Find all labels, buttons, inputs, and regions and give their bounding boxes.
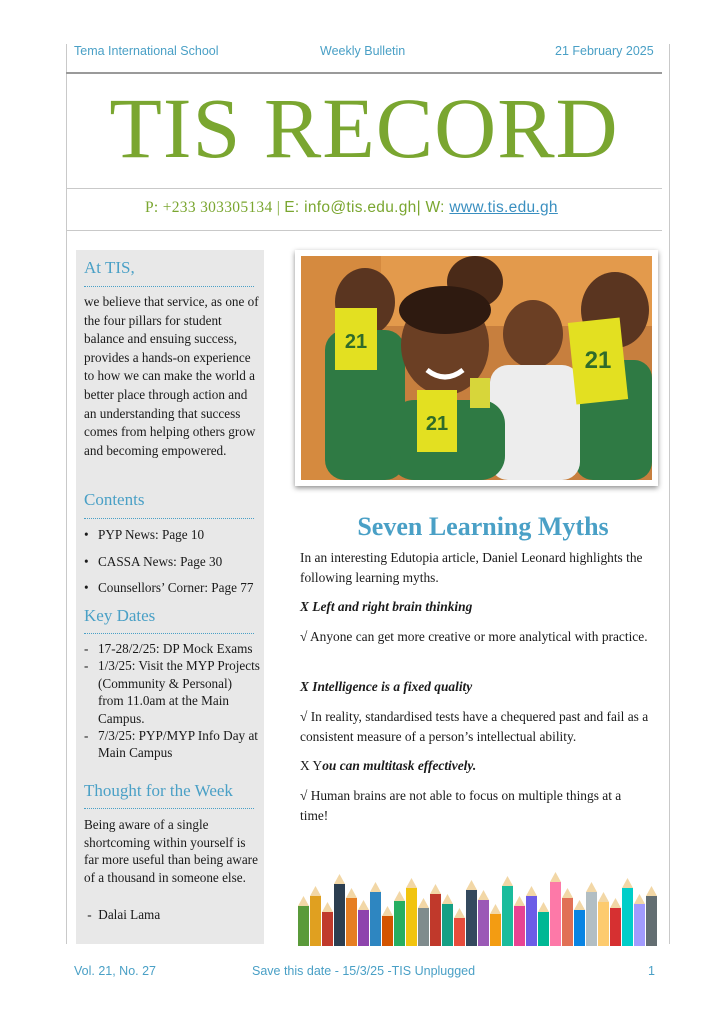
fact-3: √ Human brains are not able to focus on multiple things at a time!	[300, 788, 622, 823]
pencil-tip	[478, 890, 489, 900]
key-date-item: - 1/3/25: Visit the MYP Projects (Community & Personal) from 11.0am at the Main Campus.	[84, 657, 260, 727]
pencil	[466, 890, 477, 946]
about-heading: At TIS,	[84, 258, 135, 277]
pencil	[334, 884, 345, 946]
about-divider	[84, 286, 254, 287]
pencil-tip	[322, 902, 333, 912]
contact-separator: |	[272, 199, 285, 216]
thought-author: - Dalai Lama	[84, 907, 161, 922]
pencil	[514, 906, 525, 946]
pencil-tip	[418, 898, 429, 908]
pencil	[454, 918, 465, 946]
pencil-tip	[406, 878, 417, 888]
pencil-tip	[334, 874, 345, 884]
fact-1: √ Anyone can get more creative or more analytical with practice.	[300, 629, 648, 644]
key-date-item: - 7/3/25: PYP/MYP Info Day at Main Campus	[84, 727, 260, 762]
myth-3-rest: ou can multitask effectively.	[322, 758, 477, 773]
about-text: we believe that service, as one of the four pillars for student balance and ensuing success, provides a hands-on experience to how we can make the world a better place through action and an understanding that success comes from helping others grow and becoming empowered.	[84, 294, 259, 458]
pencil-tip	[358, 900, 369, 910]
pencil	[370, 892, 381, 946]
pencil	[646, 896, 657, 946]
pencil-tip	[502, 876, 513, 886]
thought-author-name: Dalai Lama	[98, 907, 161, 922]
contents-item[interactable]: • Counsellors’ Corner: Page 77	[84, 579, 260, 597]
thought-quote: Being aware of a single shortcoming within yourself is far more useful than being aware of a thousand in someone else.	[84, 817, 258, 885]
pencil	[346, 898, 357, 946]
pencil-tip	[550, 872, 561, 882]
header-rule	[66, 72, 662, 74]
article-title: Seven Learning Myths	[357, 512, 609, 541]
header-date: 21 February 2025	[555, 44, 654, 58]
pencil	[298, 906, 309, 946]
pencil	[394, 901, 405, 946]
pencil-tip	[526, 886, 537, 896]
website-link[interactable]: www.tis.edu.gh	[449, 199, 558, 216]
pencil-tip	[586, 882, 597, 892]
article-intro: In an interesting Edutopia article, Daniel Leonard highlights the following learning myths.	[300, 550, 643, 585]
pencil	[610, 908, 621, 946]
pencil	[538, 912, 549, 946]
key-dates-divider	[84, 633, 254, 634]
contents-divider	[84, 518, 254, 519]
thought-divider	[84, 808, 254, 809]
contact-email: E: info@tis.edu.gh	[284, 199, 417, 216]
pencil	[598, 902, 609, 946]
pencil-tip	[490, 904, 501, 914]
pencil-tip	[574, 900, 585, 910]
book-center	[417, 390, 457, 452]
pencil	[634, 904, 645, 946]
pencil-tip	[514, 896, 525, 906]
pencil-tip	[538, 902, 549, 912]
contact-separator: |	[416, 199, 426, 216]
book-left	[335, 308, 377, 370]
pencil	[442, 904, 453, 946]
myth-3	[300, 756, 652, 776]
pencil	[358, 910, 369, 946]
footer-save-date: Save this date - 15/3/25 -TIS Unplugged	[252, 964, 476, 978]
pencil	[574, 910, 585, 946]
footer-volume: Vol. 21, No. 27	[74, 964, 157, 978]
pencil	[586, 892, 597, 946]
pencil-tip	[454, 908, 465, 918]
pencil	[490, 914, 501, 946]
pencil-tip	[442, 894, 453, 904]
pencil-tip	[598, 892, 609, 902]
header-school: Tema International School	[74, 44, 219, 58]
contents-item[interactable]: • PYP News: Page 10	[84, 526, 260, 544]
svg-text:21: 21	[584, 347, 612, 374]
right-page-border	[669, 44, 670, 944]
pencil-tip	[310, 886, 321, 896]
key-dates-list	[84, 640, 260, 762]
pencil	[418, 908, 429, 946]
header-section: Weekly Bulletin	[320, 44, 406, 58]
colored-pencils-illustration	[298, 852, 658, 946]
book-right	[568, 318, 628, 405]
pencil	[562, 898, 573, 946]
contents-item[interactable]: • CASSA News: Page 30	[84, 553, 260, 571]
pencil-tip	[370, 882, 381, 892]
fact-2: √ In reality, standardised tests have a chequered past and fail as a consistent measure of a person’s intellectual ability.	[300, 709, 649, 744]
pencil	[310, 896, 321, 946]
pencil-tip	[646, 886, 657, 896]
key-dates-heading: Key Dates	[84, 606, 156, 625]
myth-3-prefix: X Y	[300, 758, 323, 773]
pencil	[550, 882, 561, 946]
pencil	[526, 896, 537, 946]
pencil-tip	[298, 896, 309, 906]
page-number: 1	[648, 964, 655, 978]
myth-2: X Intelligence is a fixed quality	[300, 679, 473, 694]
pencil	[406, 888, 417, 946]
svg-text:21: 21	[344, 331, 368, 353]
masthead-title: TIS RECORD	[109, 80, 619, 176]
contents-heading: Contents	[84, 490, 145, 509]
pencil-tip	[562, 888, 573, 898]
students-photo	[295, 250, 658, 486]
contact-phone: P: +233 303305134	[145, 199, 273, 216]
pencil-tip	[346, 888, 357, 898]
pencil	[622, 888, 633, 946]
pencil-tip	[394, 891, 405, 901]
pencil-tip	[466, 880, 477, 890]
pencil-tip	[430, 884, 441, 894]
pencil-tip	[610, 898, 621, 908]
key-date-item: - 17-28/2/25: DP Mock Exams	[84, 640, 260, 657]
pencil-tip	[382, 906, 393, 916]
pencil	[322, 912, 333, 946]
contact-rule	[66, 230, 662, 231]
students-holding-books-illustration	[295, 250, 658, 486]
myth-1: X Left and right brain thinking	[300, 599, 473, 614]
masthead-rule	[66, 188, 662, 189]
pencil-tip	[622, 878, 633, 888]
pencil	[502, 886, 513, 946]
left-page-border	[66, 44, 67, 944]
contents-list	[84, 526, 260, 597]
contact-web-label: W:	[425, 199, 450, 216]
pencil	[478, 900, 489, 946]
pencil-tip	[634, 894, 645, 904]
pencil	[430, 894, 441, 946]
contact-line	[145, 199, 558, 217]
svg-text:21: 21	[425, 413, 449, 435]
pencil	[382, 916, 393, 946]
thought-heading: Thought for the Week	[84, 781, 233, 800]
